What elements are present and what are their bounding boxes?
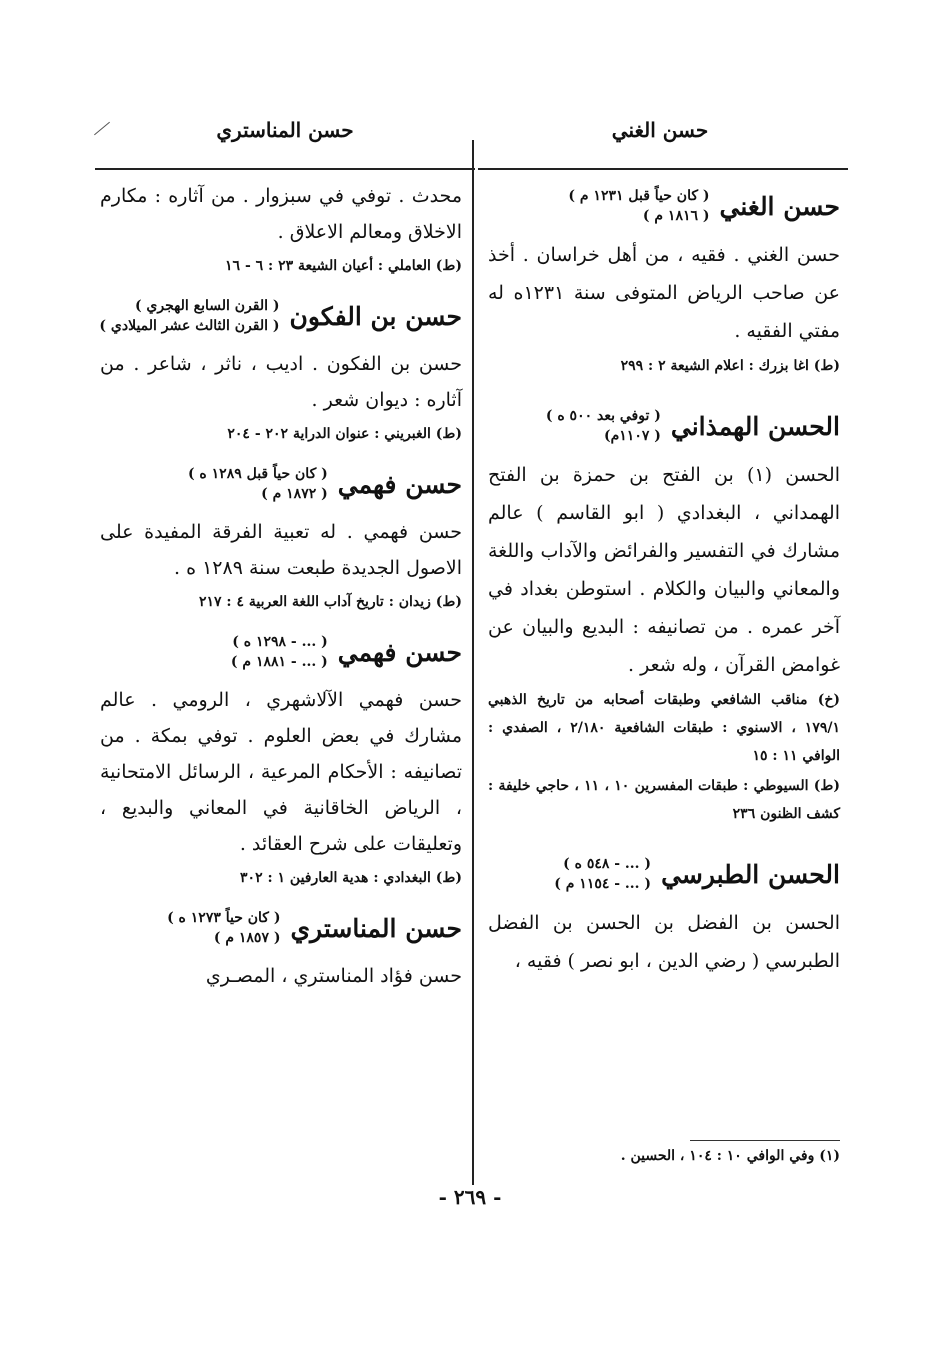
entry-dates — [231, 632, 328, 672]
entry-hasan-almanastiri — [100, 908, 462, 994]
entry-date-hijri: ( كان حياً ١٢٧٣ ه ) — [167, 910, 281, 926]
column-divider — [472, 140, 474, 1185]
entry-body: حسن فهمي الآلاشهري ، الرومي . عالم مشارك في بعض العلوم . توفي بمكة . من تصانيفه : الأحكام المرعية ، الرسائل الامتحانية ، الرياض الخاقانية في المعاني والبديع ، وتعليقات على شرح العقائد . — [100, 689, 462, 855]
entry-name: حسن فهمي — [337, 637, 462, 667]
entry-body: الحسن بن الفضل بن الحسن بن الفضل الطبرسي ( رضي الدين ، ابو نصر ) فقيه ، — [488, 912, 840, 972]
entry-date-hijri: ( ... - ١٢٩٨ ه ) — [232, 634, 328, 650]
entry-heading — [488, 406, 840, 446]
entry-body: الحسن (١) بن الفتح بن حمزة بن الفتح الهمداني ، البغدادي ( ابو القاسم ) عالم مشارك في التفسير والفرائض والآداب واللغة والمعاني والبيان والكلام . استوطن بغداد في آخر عمره . من تصانيفه : البديع والبيان عن غوامض القرآن ، وله شعر . — [488, 464, 840, 676]
entry-heading — [488, 186, 840, 226]
spacer — [100, 448, 462, 456]
running-header-left: حسن المناستري — [216, 118, 354, 142]
entry-date-gregorian: ( ١١٠٧م) — [603, 428, 661, 444]
entry-date-hijri: ( كان حياً قبل ١٢٣١ م ) — [568, 188, 710, 204]
entry-heading — [100, 464, 462, 504]
entry-date-gregorian: ( ١٨٥٧ م ) — [213, 930, 281, 946]
entry-dates — [188, 464, 328, 504]
entry-dates — [99, 296, 279, 336]
entry-hasan-ibn-alfakkun — [100, 296, 462, 448]
entry-date-gregorian: ( ١٨٧٢ م ) — [261, 486, 328, 502]
spacer — [100, 616, 462, 624]
entry-name: حسن المناستري — [290, 913, 462, 943]
entry-date-hijri: ( القرن السابع الهجري ) — [134, 298, 280, 314]
footnote-rule — [690, 1140, 840, 1141]
entry-alhasan-altabarsi — [488, 854, 840, 980]
entry-source: (ط) العاملي : أعيان الشيعة ٢٣ : ٦ - ١٦ — [225, 258, 462, 274]
entry-name: حسن الغني — [719, 191, 840, 221]
entry-source: (ط) البغدادي : هدية العارفين ١ : ٣٠٢ — [240, 870, 462, 886]
spacer — [100, 280, 462, 288]
entry-alhasan-alhamadhani — [488, 406, 840, 828]
entry-date-hijri: ( ... - ٥٤٨ ه ) — [563, 856, 652, 872]
entry-heading — [488, 854, 840, 894]
entry-date-hijri: ( كان حياً قبل ١٢٨٩ ه ) — [187, 466, 328, 482]
entry-body: محدث . توفي في سبزوار . من آثاره : مكارم الاخلاق ومعالم الاعلاق . — [100, 185, 462, 243]
right-column — [488, 178, 840, 980]
entry-dates — [568, 186, 709, 226]
entry-body: حسن بن الفكون . اديب ، ناثر ، شاعر . من آثاره : ديوان شعر . — [100, 353, 462, 411]
entry-dates — [167, 908, 280, 948]
spacer — [100, 892, 462, 900]
entry-dates — [546, 406, 661, 446]
spacer — [488, 828, 840, 846]
entry-body: حسن فهمي . له تعبية الفرقة المفيدة على الاصول الجديدة طبعت سنة ١٢٨٩ ه . — [100, 521, 462, 579]
entry-hasan-alghani — [488, 186, 840, 380]
running-header-right: حسن الغني — [611, 118, 709, 142]
entry-source: (ط) السيوطي : طبقات المفسرين ١٠ ، ١١ ، حاجي خليفة : كشف الظنون ٢٣٦ — [488, 778, 840, 822]
entry-name: الحسن الهمذاني — [670, 411, 840, 441]
footnote: (١) وفي الوافي ١٠ : ١٠٤ ، الحسين . — [620, 1148, 840, 1164]
entry-source: (ط) الغبريني : عنوان الدراية ٢٠٢ - ٢٠٤ — [227, 426, 462, 442]
entry-hasan-fahmi-1 — [100, 464, 462, 616]
entry-date-gregorian: ( القرن الثالث عشر الميلادي ) — [99, 318, 280, 334]
entry-body: حسن فؤاد المناستري ، المصـري — [205, 965, 462, 987]
header-rule-left — [95, 168, 475, 170]
entry-body: حسن الغني . فقيه ، من أهل خراسان . أخذ عن صاحب الرياض المتوفى سنة ١٢٣١ه له مفتي الفقيه . — [488, 244, 840, 342]
left-column — [100, 178, 462, 994]
entry-heading — [100, 296, 462, 336]
entry-source: (ط) زيدان : تاريخ آداب اللغة العربية ٤ : ٢١٧ — [198, 594, 462, 610]
entry-source: (ط) اغا بزرك : اعلام الشيعة ٢ : ٢٩٩ — [620, 358, 840, 374]
spacer — [488, 380, 840, 398]
entry-date-hijri: ( توفي بعد ٥٠٠ ه ) — [545, 408, 661, 424]
entry-dates — [554, 854, 651, 894]
entry-continued — [100, 178, 462, 280]
entry-date-gregorian: ( ... - ١١٥٤ م ) — [554, 876, 652, 892]
entry-name: حسن فهمي — [337, 469, 462, 499]
entry-hasan-fahmi-2 — [100, 632, 462, 892]
entry-source: (خ) مناقب الشافعي وطبقات أصحابه من تاريخ الذهبي ١٧٩/١ ، الاسنوي : طبقات الشافعية ٢/١٨٠ ، الصفدي : الوافي ١١ : ١٥ — [488, 692, 840, 764]
entry-heading — [100, 908, 462, 948]
entry-name: الحسن الطبرسي — [661, 859, 840, 889]
entry-heading — [100, 632, 462, 672]
page-number: - ٢٦٩ - — [438, 1185, 502, 1209]
entry-name: حسن بن الفكون — [289, 301, 462, 331]
header-rule-right — [478, 168, 848, 170]
entry-date-gregorian: ( ... - ١٨٨١ م ) — [230, 654, 328, 670]
entry-date-gregorian: ( ١٨١٦ م ) — [642, 208, 710, 224]
